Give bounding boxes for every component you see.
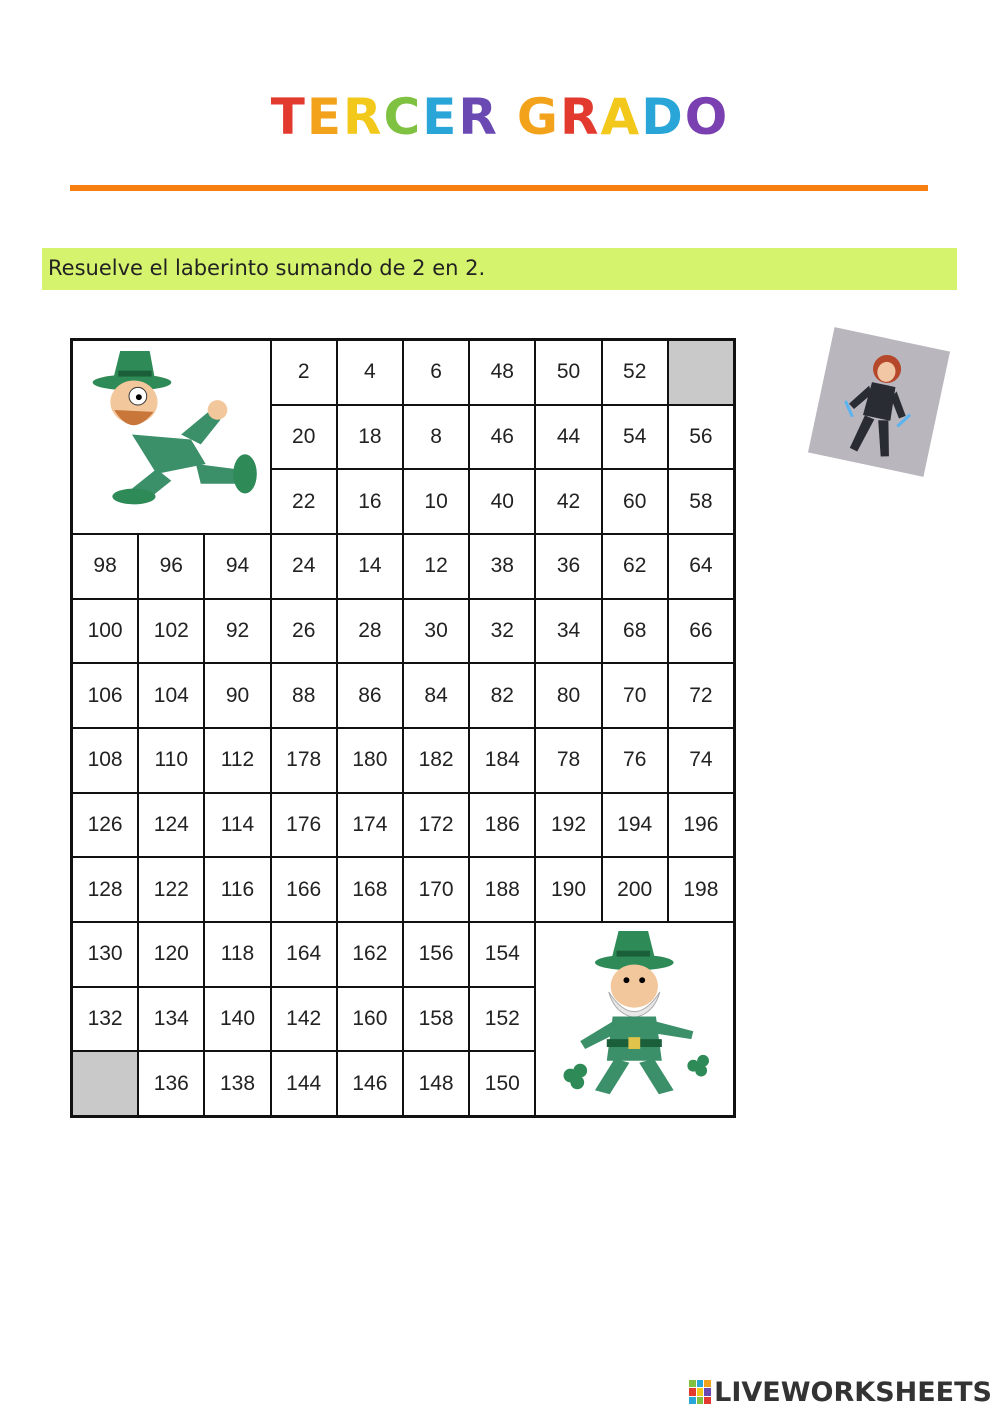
maze-cell[interactable]: 170 [404,858,468,921]
maze-cell[interactable]: 108 [73,729,137,792]
maze-cell[interactable]: 164 [272,923,336,986]
maze-cell[interactable]: 182 [404,729,468,792]
maze-cell[interactable]: 6 [404,341,468,404]
title-letter: O [684,88,730,146]
maze-cell[interactable]: 186 [470,794,534,857]
liveworksheets-logo-icon [689,1380,711,1404]
title-letter: D [641,88,685,146]
maze-cell[interactable]: 8 [404,406,468,469]
maze-cell[interactable]: 64 [669,535,733,598]
maze-cell[interactable]: 124 [139,794,203,857]
maze-cell[interactable]: 74 [669,729,733,792]
maze-cell[interactable]: 14 [338,535,402,598]
maze-cell[interactable]: 30 [404,600,468,663]
maze-cell[interactable]: 180 [338,729,402,792]
title-letter: R [458,88,499,146]
maze-cell[interactable]: 168 [338,858,402,921]
maze-cell[interactable]: 24 [272,535,336,598]
maze-cell[interactable]: 22 [272,470,336,533]
maze-cell[interactable]: 86 [338,664,402,727]
maze-cell[interactable]: 2 [272,341,336,404]
maze-cell[interactable]: 194 [603,794,667,857]
maze-cell[interactable]: 102 [139,600,203,663]
maze-cell[interactable]: 142 [272,988,336,1051]
maze-cell[interactable]: 192 [536,794,600,857]
maze-cell[interactable]: 46 [470,406,534,469]
maze-cell[interactable]: 92 [205,600,269,663]
maze-cell[interactable]: 104 [139,664,203,727]
maze-cell[interactable]: 82 [470,664,534,727]
maze-cell[interactable]: 96 [139,535,203,598]
maze-cell[interactable]: 10 [404,470,468,533]
maze-cell[interactable]: 162 [338,923,402,986]
maze-cell[interactable]: 188 [470,858,534,921]
maze-cell[interactable]: 190 [536,858,600,921]
maze-cell[interactable]: 184 [470,729,534,792]
title-letter: E [306,88,344,146]
maze-gray-cell [73,1052,137,1115]
title-letter: A [600,88,642,146]
maze-cell[interactable]: 126 [73,794,137,857]
maze-cell[interactable]: 26 [272,600,336,663]
maze-cell[interactable]: 94 [205,535,269,598]
maze-cell[interactable]: 32 [470,600,534,663]
instruction-banner: Resuelve el laberinto sumando de 2 en 2. [42,248,957,290]
title-divider [70,185,928,191]
maze-cell[interactable]: 138 [205,1052,269,1115]
maze-cell[interactable]: 20 [272,406,336,469]
maze-cell[interactable]: 178 [272,729,336,792]
maze-cell[interactable]: 88 [272,664,336,727]
maze-cell[interactable]: 156 [404,923,468,986]
maze-cell[interactable]: 58 [669,470,733,533]
maze-cell[interactable]: 176 [272,794,336,857]
maze-cell[interactable]: 148 [404,1052,468,1115]
maze-cell[interactable]: 122 [139,858,203,921]
maze-cell[interactable]: 140 [205,988,269,1051]
title-letter: C [383,88,423,146]
maze-cell[interactable]: 166 [272,858,336,921]
maze-cell[interactable]: 52 [603,341,667,404]
maze-cell[interactable]: 90 [205,664,269,727]
maze-cell[interactable]: 134 [139,988,203,1051]
maze-cell[interactable]: 56 [669,406,733,469]
maze-cell[interactable]: 136 [139,1052,203,1115]
maze-cell[interactable]: 110 [139,729,203,792]
maze-cell[interactable]: 66 [669,600,733,663]
maze-cell[interactable]: 50 [536,341,600,404]
maze-cell[interactable]: 120 [139,923,203,986]
maze-cell[interactable]: 62 [603,535,667,598]
maze-cell[interactable]: 174 [338,794,402,857]
maze-cell[interactable]: 70 [603,664,667,727]
maze-cell[interactable]: 80 [536,664,600,727]
brand-name: LIVEWORKSHEETS [714,1376,992,1408]
maze-cell[interactable]: 130 [73,923,137,986]
maze-cell[interactable]: 152 [470,988,534,1051]
maze-cell[interactable]: 68 [603,600,667,663]
title-letter: E [422,88,459,146]
title-letter: R [343,88,384,146]
maze-cell[interactable]: 16 [338,470,402,533]
heroine-avatar-icon [808,327,950,477]
maze-cell[interactable]: 154 [470,923,534,986]
maze-cell[interactable]: 114 [205,794,269,857]
title-letter: G [516,88,560,146]
maze-cell[interactable]: 196 [669,794,733,857]
title-letter: T [270,88,307,146]
maze-cell[interactable]: 36 [536,535,600,598]
maze-cell[interactable]: 172 [404,794,468,857]
worksheet-title [0,88,1000,146]
maze-cell[interactable]: 116 [205,858,269,921]
maze-cell[interactable]: 160 [338,988,402,1051]
maze-cell[interactable]: 158 [404,988,468,1051]
maze-cell[interactable]: 48 [470,341,534,404]
maze-cell[interactable]: 118 [205,923,269,986]
maze-cell[interactable]: 28 [338,600,402,663]
maze-cell[interactable]: 54 [603,406,667,469]
maze-cell[interactable]: 40 [470,470,534,533]
maze-cell[interactable]: 100 [73,600,137,663]
maze-cell[interactable]: 76 [603,729,667,792]
maze-cell[interactable]: 146 [338,1052,402,1115]
maze-cell[interactable]: 98 [73,535,137,598]
maze-cell[interactable]: 200 [603,858,667,921]
leprechaun-sitting-icon [73,341,270,533]
maze-cell[interactable]: 12 [404,535,468,598]
maze-cell[interactable]: 44 [536,406,600,469]
maze-cell[interactable]: 84 [404,664,468,727]
maze-cell[interactable]: 150 [470,1052,534,1115]
maze-cell[interactable]: 78 [536,729,600,792]
title-letter: R [559,88,601,146]
maze-gray-cell [669,341,733,404]
maze-cell[interactable]: 132 [73,988,137,1051]
maze-cell[interactable]: 106 [73,664,137,727]
maze-cell[interactable]: 4 [338,341,402,404]
maze-cell[interactable]: 72 [669,664,733,727]
maze-cell[interactable]: 144 [272,1052,336,1115]
maze-cell[interactable]: 38 [470,535,534,598]
maze-cell[interactable]: 18 [338,406,402,469]
leprechaun-standing-icon [536,923,733,1115]
number-maze [70,338,736,1118]
maze-cell[interactable]: 198 [669,858,733,921]
liveworksheets-logo [689,1376,992,1408]
maze-cell[interactable]: 128 [73,858,137,921]
maze-cell[interactable]: 60 [603,470,667,533]
maze-cell[interactable]: 34 [536,600,600,663]
maze-cell[interactable]: 112 [205,729,269,792]
maze-cell[interactable]: 42 [536,470,600,533]
